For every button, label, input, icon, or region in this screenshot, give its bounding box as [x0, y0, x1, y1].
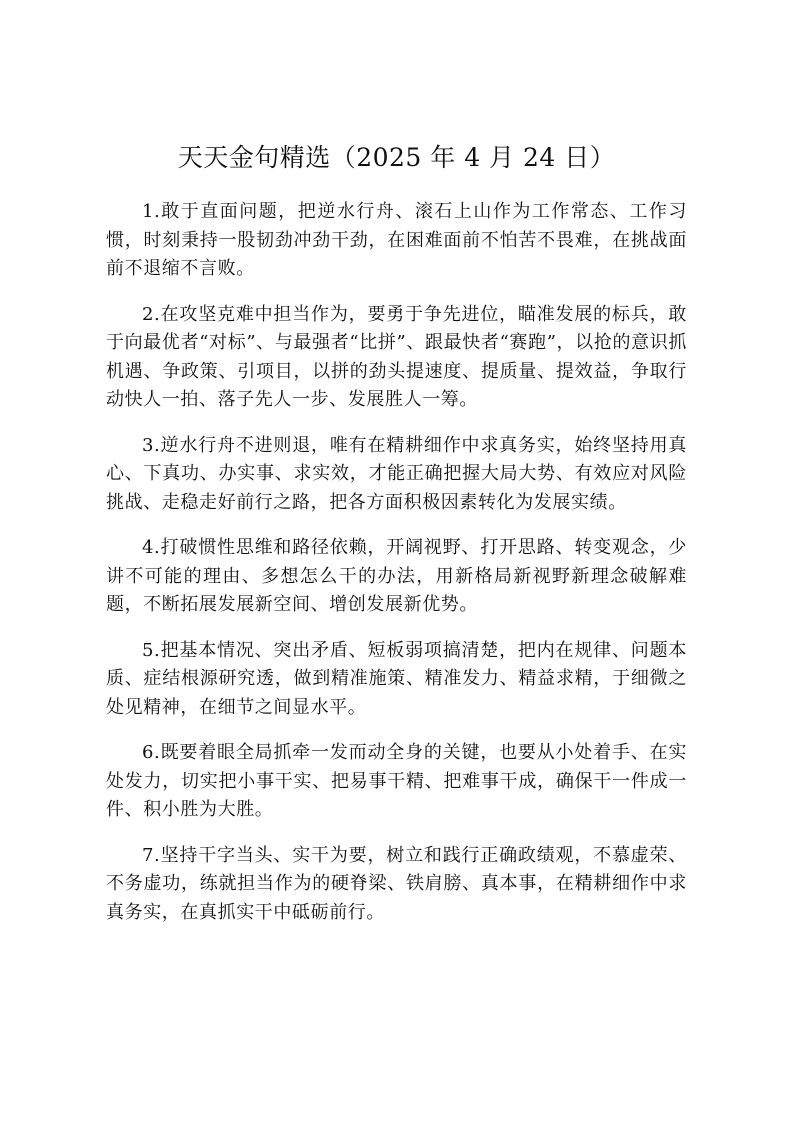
- paragraph-5: 5.把基本情况、突出矛盾、短板弱项搞清楚，把内在规律、问题本质、症结根源研究透，做到精准施策、精准发力、精益求精，于细微之处见精神，在细节之间显水平。: [106, 639, 687, 718]
- paragraph-6: 6.既要着眼全局抓牵一发而动全身的关键，也要从小处着手、在实处发力，切实把小事干实、把易事干精、把难事干成，确保干一件成一件、积小胜为大胜。: [106, 742, 687, 820]
- paragraph-2: 2.在攻坚克难中担当作为，要勇于争先进位，瞄准发展的标兵，敢于向最优者“对标”、与最强者“比拼”、跟最快者“赛跑”，以抢的意识抓机遇、争政策、引项目，以拼的劲头提速度、提质量、提效益，争取行动快人一拍、落子先人一步、发展胜人一筹。: [106, 303, 687, 410]
- paragraph-4: 4.打破惯性思维和路径依赖，开阔视野、打开思路、转变观念，少讲不可能的理由、多想怎么干的办法，用新格局新视野新理念破解难题，不断拓展发展新空间、增创发展新优势。: [106, 537, 687, 615]
- document-title: 天天金句精选（2025 年 4 月 24 日）: [177, 143, 616, 172]
- paragraph-7: 7.坚持干字当头、实干为要，树立和践行正确政绩观，不慕虚荣、不务虚功，练就担当作为的硬脊梁、铁肩膀、真本事，在精耕细作中求真务实，在真抓实干中砥砺前行。: [106, 844, 687, 923]
- paragraph-3: 3.逆水行舟不进则退，唯有在精耕细作中求真务实，始终坚持用真心、下真功、办实事、求实效，才能正确把握大局大势、有效应对风险挑战、走稳走好前行之路，把各方面积极因素转化为发展实绩。: [106, 434, 687, 513]
- paragraph-1: 1.敢于直面问题，把逆水行舟、滚石上山作为工作常态、工作习惯，时刻秉持一股韧劲冲劲干劲，在困难面前不怕苦不畏难，在挑战面前不退缩不言败。: [106, 201, 687, 279]
